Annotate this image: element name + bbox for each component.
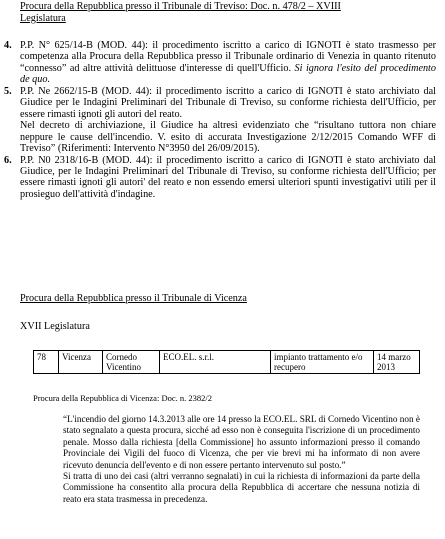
item-text: P.P. N° 625/14-B (MOD. 44): il procedimento iscritto a carico di IGNOTI è stato trasmesso per competenza alla Procura della Repubblica presso il Tribunale ordinario di Venezia in quanto ritenuto “connesso” ad altre attività delittuose d'interesse di quell'Ufficio. (20, 40, 436, 74)
proceedings-list (4, 40, 436, 200)
incident-table (33, 350, 420, 374)
item-text: P.P. N0 2318/16-B (MOD. 44): il procedimento iscritto a carico di IGNOTI è stato archiviato dal Giudice, per le Indagini Preliminari del Tribunale di Treviso, su conforme richiesta dell'Ufficio; per essere rimasti ignoti gli autori' del reato e non essendo emersi ulteriori spunti investigativi utili per il prosieguo dell'attività d'indagine. (20, 154, 436, 200)
section-title: Procura della Repubblica presso il Tribunale di Vicenza (20, 293, 247, 304)
item-number: 4. (4, 40, 12, 51)
item-extra: Nel decreto di archiviazione, il Giudice ha altresì evidenziato che “risultano tuttora non chiare neppure le cause dell'incendio. V. esito di accurata Investigazione 2/12/2015 Comando WFF di Treviso” (Riferimenti: Intervento N°3950 del 26/09/2015). (20, 120, 436, 155)
table-cell: Cornedo Vicentino (103, 351, 160, 374)
source-reference: Procura della Repubblica di Vicenza: Doc. n. 2382/2 (33, 393, 212, 403)
list-item (4, 40, 436, 86)
source-header (20, 1, 440, 24)
table-cell: ECO.EL. s.r.l. (160, 351, 271, 374)
legislatura-label: XVII Legislatura (20, 321, 90, 332)
table-cell: Vicenza (59, 351, 103, 374)
table-cell: 78 (34, 351, 59, 374)
list-item (4, 86, 436, 155)
item-note: Si ignora l'esito del procedimento de quo. (20, 62, 436, 86)
source-header-line-1: Procura della Repubblica presso il Tribunale di Treviso: Doc. n. 478/2 – XVIII (20, 1, 341, 12)
table-cell: 14 marzo 2013 (374, 351, 420, 374)
item-number: 6. (4, 154, 12, 166)
quote-block (63, 414, 420, 505)
source-header-line-2: Legislatura (20, 12, 66, 24)
item-text: P.P. Ne 2662/15-B (MOD. 44): il procedimento iscritto a carico di IGNOTI è stato archiviato dal Giudice per le Indagini Preliminari del Tribunale di Treviso, su conforme richiesta dell'Ufficio, per essere rimasti ignoti gli autori del reato. (20, 85, 436, 120)
list-item (4, 155, 436, 201)
quote-paragraph-1: “L'incendio del giorno 14.3.2013 alle ore 14 presso la ECO.EL. SRL di Cornedo Vicentino non è stato segnalato a questa procura, sicché ad esso non è conseguita l'iscrizione di un procedimento penale. Mosso dalla richiesta [della Commissione] ho assunto informazioni presso il comando Provinciale dei Vigili del fuoco di Vicenza, che per vie brevi mi ha informato di non avere ricevuto denuncia dell'evento e di non essere pertanto intervenuto sul posto.” (63, 414, 420, 470)
quote-paragraph-2: Si tratta di uno dei casi (altri verranno segnalati) in cui la richiesta di informazioni da parte della Commissione ha consentito alla procura della Repubblica di accertare che nessuna notizia di reato era stata trasmessa in precedenza. (63, 471, 420, 504)
table-cell: impianto trattamento e/o recupero (271, 351, 374, 374)
item-number: 5. (4, 85, 12, 97)
table-row (34, 351, 420, 374)
